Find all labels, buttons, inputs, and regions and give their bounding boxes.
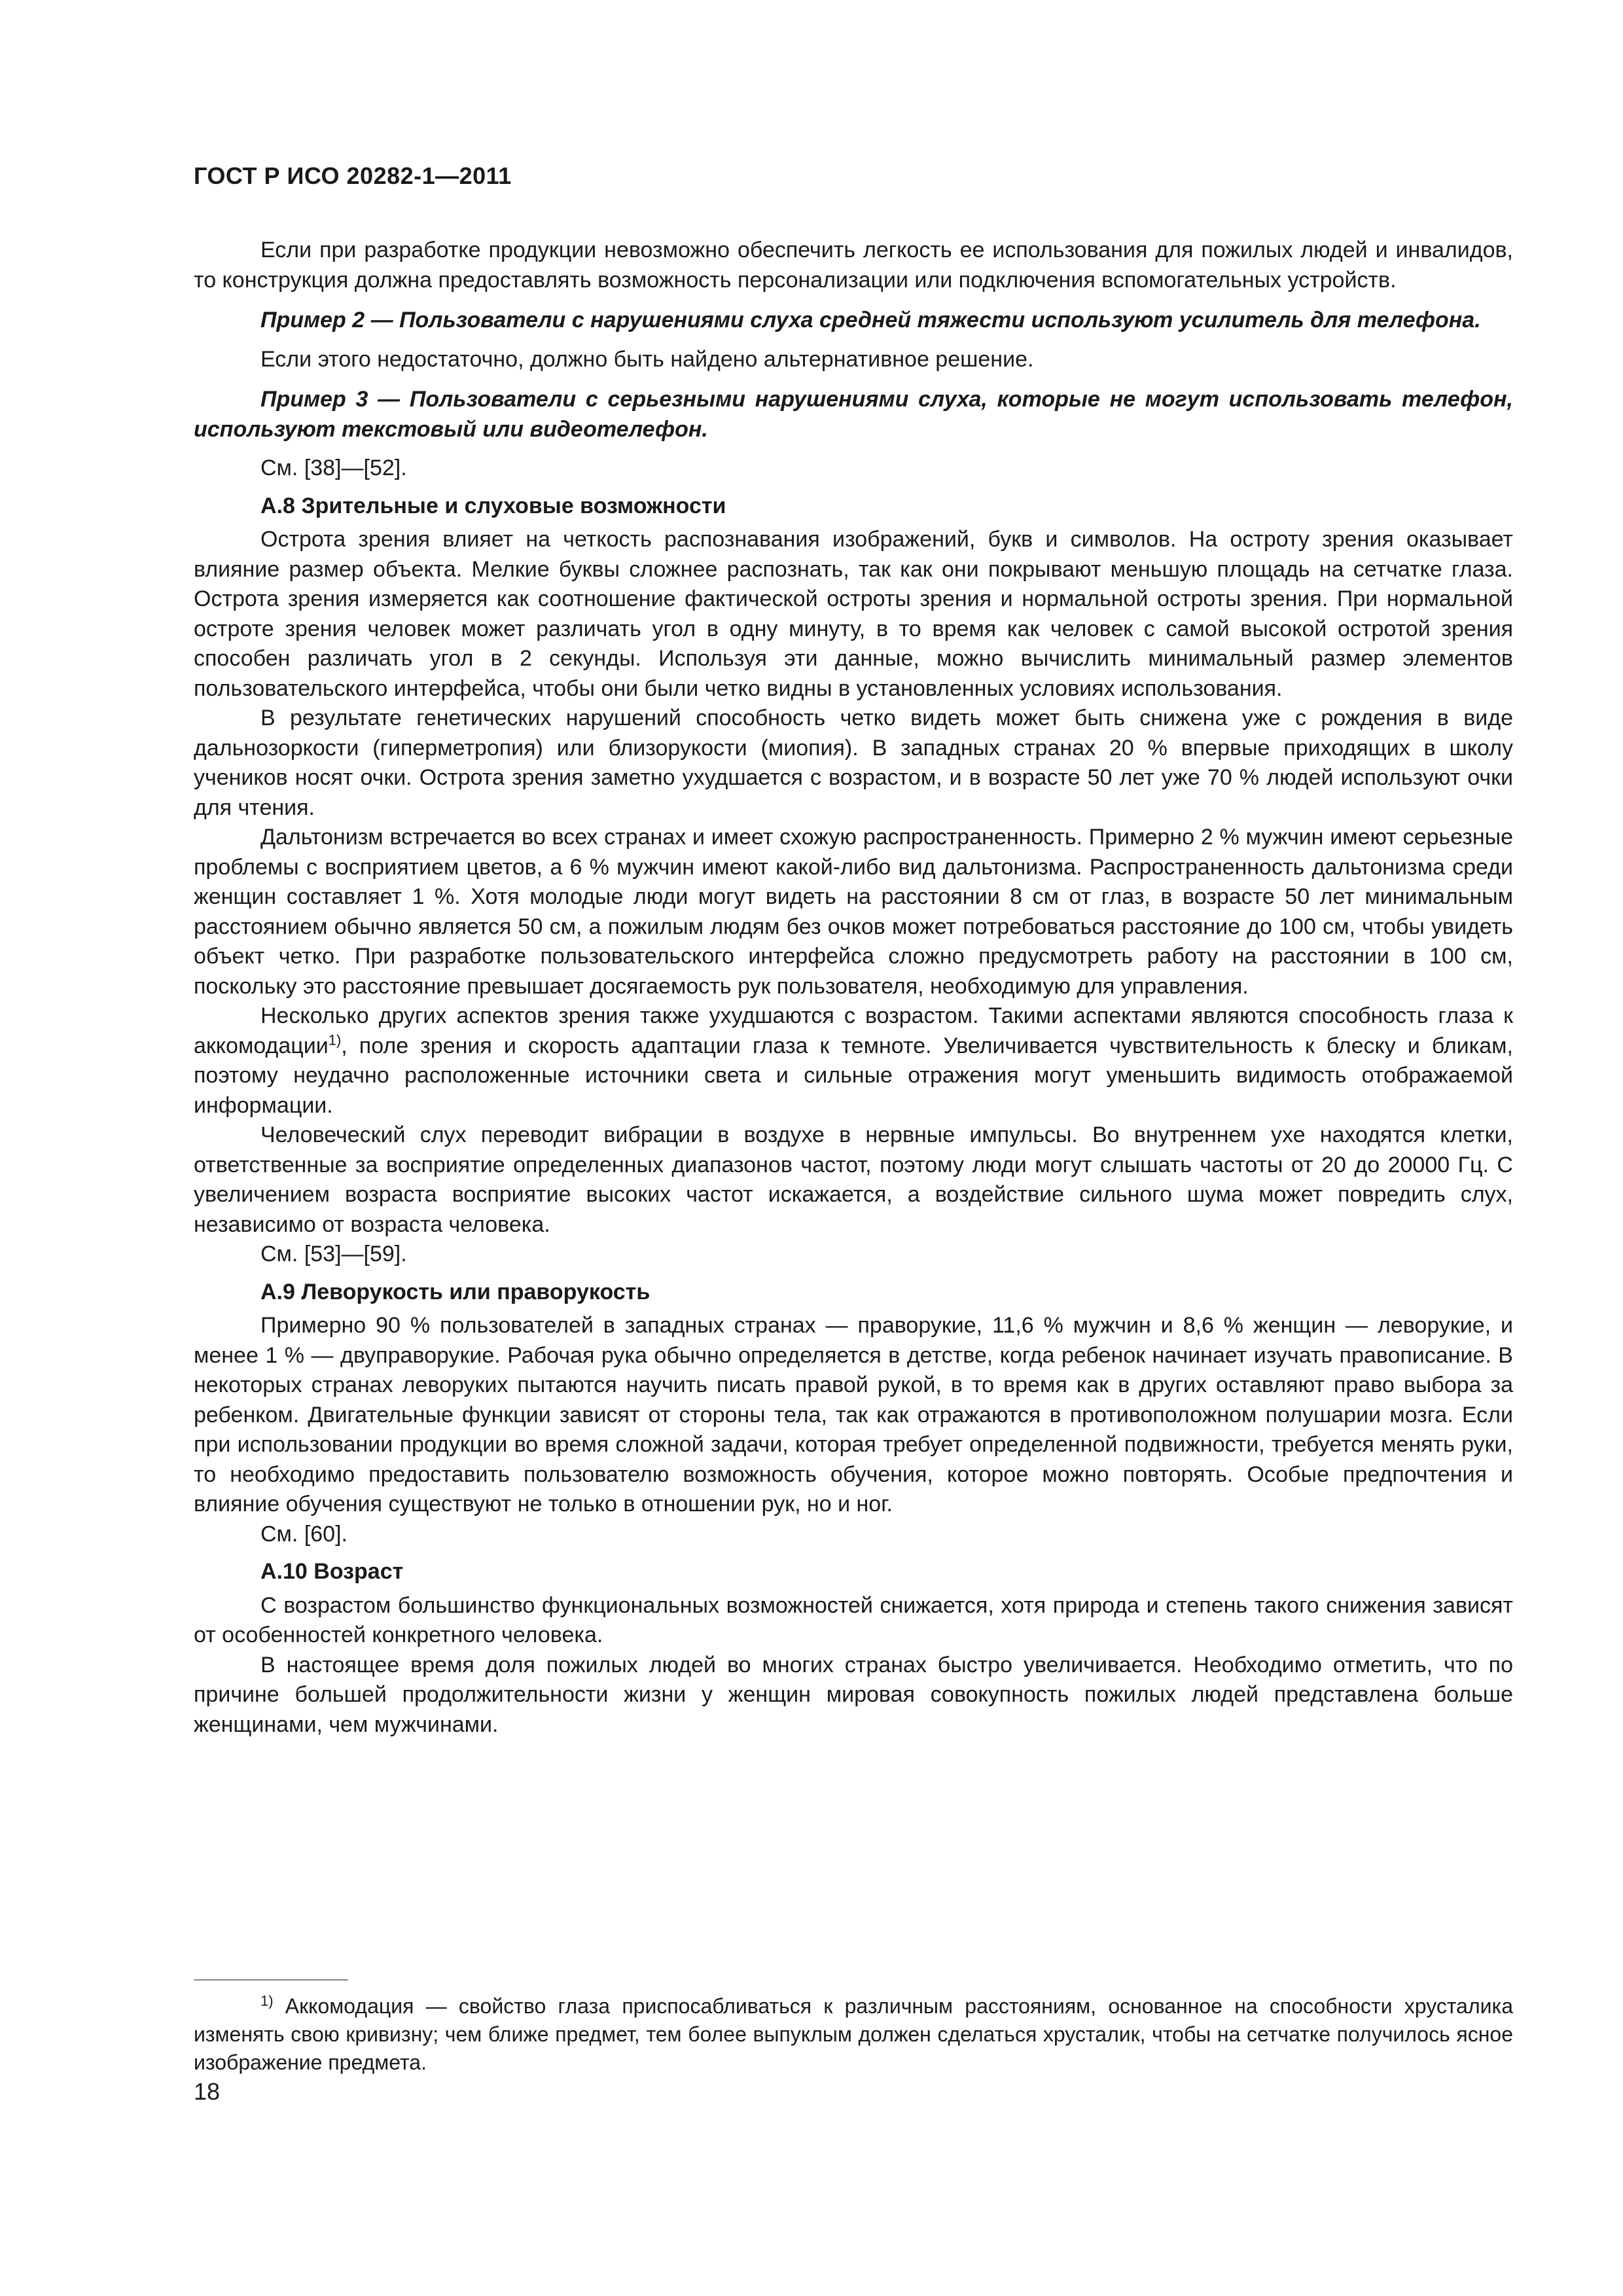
paragraph: Если при разработке продукции невозможно обеспечить легкость ее использования для пожилых людей и инвалидов, то конструкция должна предоставлять возможность персонализации или подключения вспомогательных устройств. [194, 238, 1513, 293]
text-fragment: Несколько других аспектов зрения также ухудшаются с возрастом. Такими аспектами являются способность глаза к аккомодации [194, 1003, 1513, 1058]
footnote-reference[interactable]: 1) [328, 1031, 342, 1049]
text-fragment: , поле зрения и скорость адаптации глаза к темноте. Увеличивается чувствительность к блеску и бликам, поэтому неудачно расположенные источники света и сильные отражения могут уменьшить видимость отображаемой информации. [194, 1033, 1513, 1118]
paragraph: Дальтонизм встречается во всех странах и имеет схожую распространенность. Примерно 2 % мужчин имеют серьезные проблемы с восприятием цветов, а 6 % мужчин имеют какой-либо вид дальтонизма. Распространенность дальтонизма среди женщин составляет 1 %. Хотя молодые люди могут видеть на расстоянии 8 см от глаз, в возрасте 50 лет минимальным расстоянием обычно является 50 см, а пожилым людям без очков может потребоваться расстояние до 100 см, чтобы увидеть объект четко. При разработке пользовательского интерфейса сложно предусмотреть работу на расстоянии в 100 см, поскольку это расстояние превышает досягаемость рук пользователя, необходимую для управления. [194, 825, 1513, 999]
paragraph: Острота зрения влияет на четкость распознавания изображений, букв и символов. На остроту зрения оказывает влияние размер объекта. Мелкие буквы сложнее распознать, так как они покрывают меньшую площадь на сетчатке глаза. Острота зрения измеряется как соотношение фактической остроты зрения и нормальной остроты зрения. При нормальной остроте зрения человек может различать угол в одну минуту, в то время как человек с самой высокой остротой зрения способен различать угол в 2 секунды. Используя эти данные, можно вычислить минимальный размер элементов пользовательского интерфейса, чтобы они были четко видны в установленных условиях использования. [194, 527, 1513, 701]
footnote-mark: 1) [260, 1992, 274, 2009]
footnote [194, 1992, 1513, 2077]
paragraph: Примерно 90 % пользователей в западных странах — праворукие, 11,6 % мужчин и 8,6 % женщин — леворукие, и менее 1 % — двуправорукие. Рабочая рука обычно определяется в детстве, когда ребенок начинает изучать правописание. В некоторых странах леворуких пытаются научить писать правой рукой, в то время как в других оставляют право выбора за ребенком. Двигательные функции зависят от стороны тела, так как отражаются в противоположном полушарии мозга. Если при использовании продукции во время сложной задачи, которая требует определенной подвижности, требуется менять руки, то необходимо предоставить пользователю возможность обучения, которое можно повторять. Особые предпочтения и влияние обучения существуют не только в отношении рук, но и ног. [194, 1313, 1513, 1516]
example-2: Пример 2 — Пользователи с нарушениями слуха средней тяжести используют усилитель для телефона. [260, 308, 1481, 332]
document-header: ГОСТ Р ИСО 20282-1—2011 [194, 162, 512, 189]
example-3: Пример 3 — Пользователи с серьезными нарушениями слуха, которые не могут использовать телефон, используют текстовый или видеотелефон. [194, 387, 1513, 442]
section-title-a10: А.10 Возраст [260, 1559, 404, 1584]
paragraph: В настоящее время доля пожилых людей во многих странах быстро увеличивается. Необходимо отметить, что по причине большей продолжительности жизни у женщин мировая совокупность пожилых людей представлена больше женщинами, чем мужчинами. [194, 1652, 1513, 1737]
page-number: 18 [194, 2078, 221, 2105]
section-title-a9: А.9 Леворукость или праворукость [260, 1279, 651, 1304]
footnote-divider [194, 1979, 348, 1981]
footnote-body: Аккомодация — свойство глаза приспосабливаться к различным расстояниям, основанное на способности хрусталика изменять свою кривизну; чем ближе предмет, тем более выпуклым должен сделаться хрусталик, чтобы на сетчатке получилось ясное изображение предмета. [194, 1994, 1513, 2074]
references-3: См. [60]. [260, 1521, 348, 1547]
paragraph: В результате генетических нарушений способность четко видеть может быть снижена уже с рождения в виде дальнозоркости (гиперметропия) или близорукости (миопия). В западных странах 20 % впервые приходящих в школу учеников носят очки. Острота зрения заметно ухудшается с возрастом, и в возрасте 50 лет уже 70 % людей используют очки для чтения. [194, 706, 1513, 820]
references-1: См. [38]—[52]. [260, 456, 407, 480]
paragraph: С возрастом большинство функциональных возможностей снижается, хотя природа и степень такого снижения зависят от особенностей конкретного человека. [194, 1592, 1513, 1647]
paragraph [194, 1001, 1513, 1121]
footnote-text [194, 1992, 1513, 2077]
references-2: См. [53]—[59]. [260, 1242, 407, 1266]
paragraph: Если этого недостаточно, должно быть найдено альтернативное решение. [260, 346, 1034, 372]
section-title-a8: А.8 Зрительные и слуховые возможности [260, 493, 726, 518]
document-body [194, 236, 1513, 1740]
paragraph: Человеческий слух переводит вибрации в воздухе в нервные импульсы. Во внутреннем ухе находятся клетки, ответственные за восприятие определенных диапазонов частот, поэтому люди могут слышать частоты от 20 до 20000 Гц. С увеличением возраста восприятие высоких частот искажается, а воздействие сильного шума может повредить слух, независимо от возраста человека. [194, 1122, 1513, 1237]
